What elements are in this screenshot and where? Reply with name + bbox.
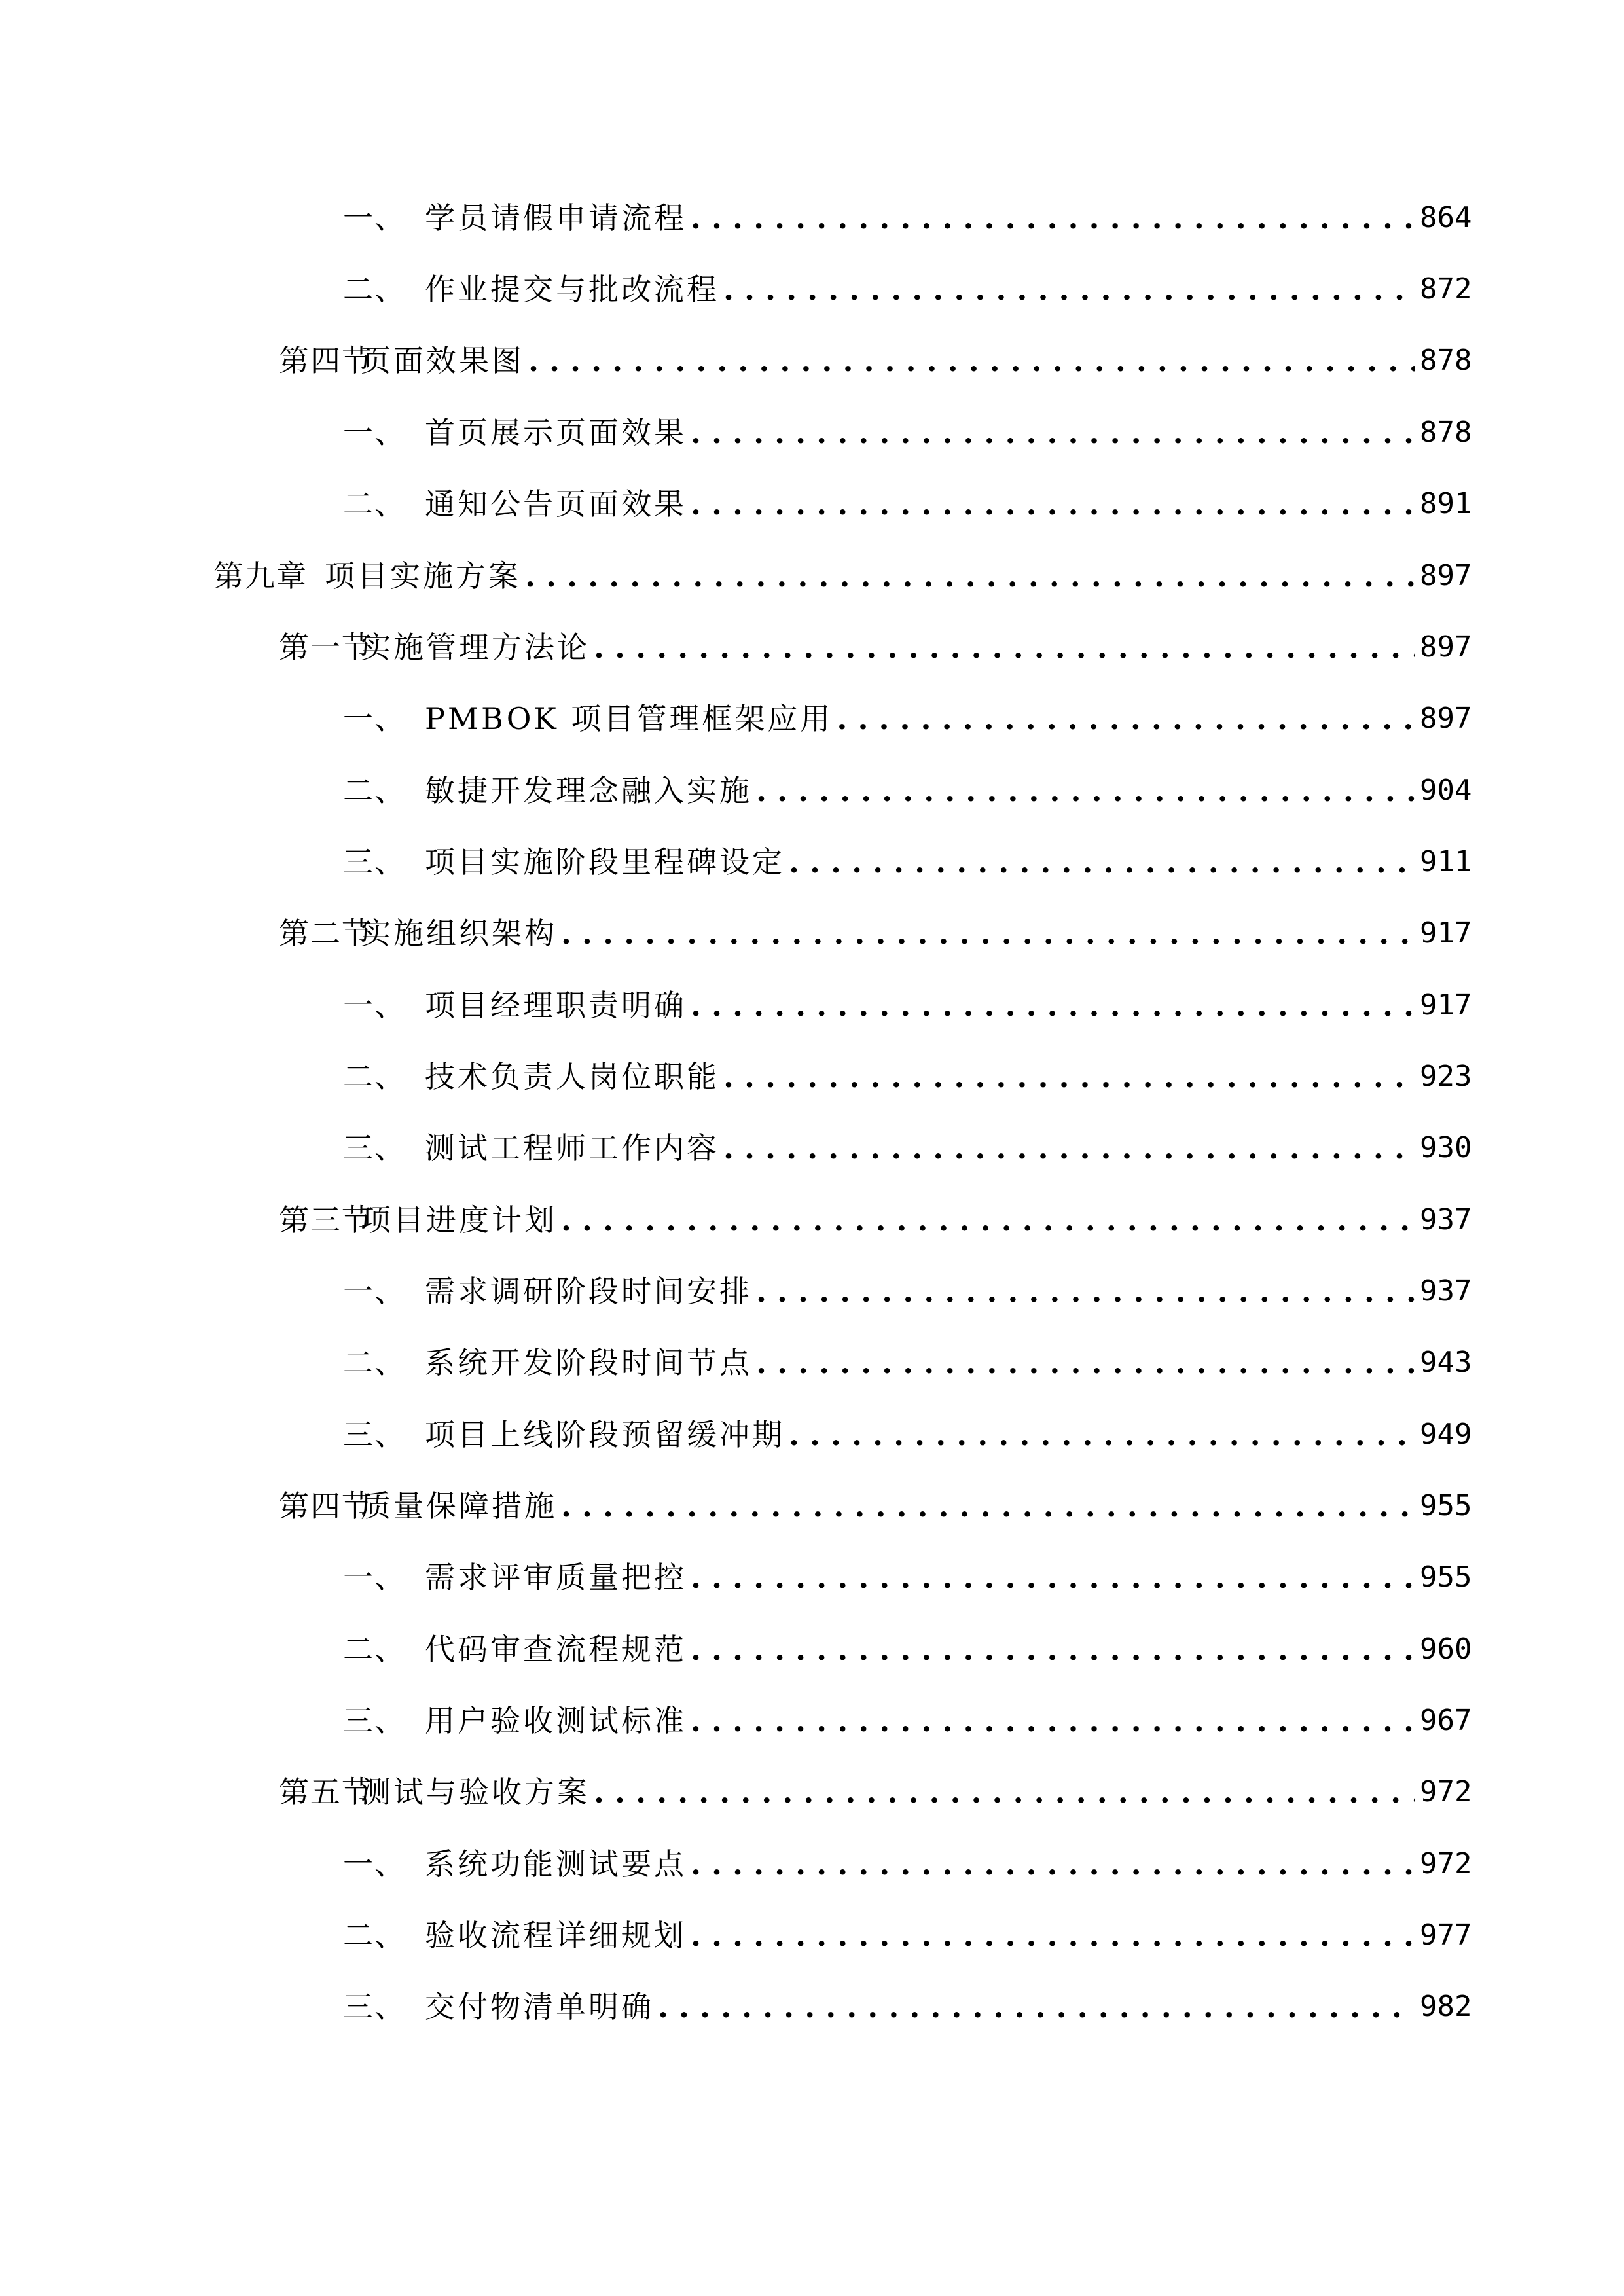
toc-entry-number: 二、: [343, 272, 406, 307]
toc-entry-page: 904: [1420, 774, 1472, 807]
toc-entry-page: 891: [1420, 487, 1472, 520]
toc-dot-leader: [691, 192, 1415, 244]
toc-entry-title: 测试与验收方案: [361, 1774, 590, 1810]
toc-entry-page: 897: [1420, 630, 1472, 664]
toc-entry-title: 用户验收测试标准: [425, 1703, 687, 1738]
toc-entry[interactable]: [343, 1408, 1470, 1461]
toc-entry-title: 敏捷开发理念融入实施: [425, 773, 752, 808]
toc-entry-number: 一、: [343, 1846, 406, 1882]
toc-entry-number: 三、: [343, 1989, 406, 2024]
toc-dot-leader: [561, 1194, 1415, 1246]
toc-entry-title: 实施组织架构: [361, 916, 557, 951]
toc-entry-title: 系统开发阶段时间节点: [425, 1345, 752, 1380]
toc-dot-leader: [837, 692, 1415, 745]
toc-entry-number: 二、: [343, 1632, 406, 1667]
toc-dot-leader: [561, 907, 1415, 960]
toc-entry-title: 质量保障措施: [361, 1488, 557, 1524]
toc-entry[interactable]: [343, 478, 1470, 530]
toc-entry-title: 项目实施阶段里程碑设定: [425, 844, 785, 880]
toc-entry-page: 955: [1420, 1489, 1472, 1522]
toc-entry-title: 项目实施方案: [325, 558, 521, 594]
toc-dot-leader: [691, 406, 1415, 459]
toc-entry-page: 878: [1420, 416, 1472, 449]
toc-entry-number: 二、: [343, 1345, 406, 1380]
toc-entry-number: 二、: [343, 1059, 406, 1094]
toc-entry-number: 第四节: [279, 1488, 373, 1524]
toc-entry-title: PMBOK 项目管理框架应用: [425, 701, 833, 736]
toc-entry-title: 需求调研阶段时间安排: [425, 1274, 752, 1309]
toc-entry[interactable]: [279, 621, 1470, 673]
toc-entry[interactable]: [279, 1766, 1470, 1818]
toc-entry-number: 一、: [343, 1274, 406, 1309]
toc-entry-title: 首页展示页面效果: [425, 415, 687, 450]
toc-entry[interactable]: [343, 692, 1470, 745]
toc-entry[interactable]: [343, 979, 1470, 1031]
toc-entry[interactable]: [213, 550, 1470, 602]
toc-entry-title: 实施管理方法论: [361, 630, 590, 665]
toc-entry[interactable]: [343, 1981, 1470, 2033]
toc-entry[interactable]: [343, 1551, 1470, 1604]
toc-entry-page: 972: [1420, 1775, 1472, 1808]
toc-entry-number: 第三节: [279, 1202, 373, 1238]
toc-entry-title: 项目经理职责明确: [425, 988, 687, 1023]
toc-entry-number: 第一节: [279, 630, 373, 665]
toc-entry-number: 一、: [343, 988, 406, 1023]
toc-entry-page: 930: [1420, 1131, 1472, 1164]
toc-entry-number: 三、: [343, 1703, 406, 1738]
toc-entry[interactable]: [343, 1838, 1470, 1890]
toc-entry[interactable]: [343, 836, 1470, 888]
toc-entry-number: 第五节: [279, 1774, 373, 1810]
toc-dot-leader: [723, 1050, 1415, 1103]
toc-entry-page: 949: [1420, 1418, 1472, 1451]
toc-entry-title: 验收流程详细规划: [425, 1918, 687, 1953]
toc-entry-page: 917: [1420, 988, 1472, 1022]
toc-dot-leader: [528, 334, 1415, 387]
toc-dot-leader: [756, 764, 1415, 817]
toc-dot-leader: [594, 1766, 1415, 1818]
toc-entry-title: 需求评审质量把控: [425, 1560, 687, 1595]
toc-entry-title: 技术负责人岗位职能: [425, 1059, 719, 1094]
toc-entry-number: 一、: [343, 200, 406, 236]
toc-entry-title: 通知公告页面效果: [425, 486, 687, 522]
toc-entry-page: 937: [1420, 1203, 1472, 1236]
toc-entry[interactable]: [343, 1909, 1470, 1962]
toc-entry[interactable]: [343, 1695, 1470, 1747]
toc-entry[interactable]: [279, 334, 1470, 387]
toc-entry-page: 977: [1420, 1918, 1472, 1952]
toc-dot-leader: [723, 1122, 1415, 1174]
toc-entry-number: 二、: [343, 1918, 406, 1953]
toc-entry-title: 学员请假申请流程: [425, 200, 687, 236]
toc-entry-number: 第九章: [213, 558, 308, 594]
toc-dot-leader: [561, 1480, 1415, 1532]
toc-entry-page: 972: [1420, 1847, 1472, 1880]
toc-entry[interactable]: [343, 406, 1470, 459]
toc-dot-leader: [789, 836, 1415, 888]
toc-dot-leader: [525, 550, 1415, 602]
toc-entry-page: 937: [1420, 1274, 1472, 1308]
toc-entry-title: 代码审查流程规范: [425, 1632, 687, 1667]
toc-dot-leader: [594, 621, 1415, 673]
toc-entry-page: 955: [1420, 1560, 1472, 1594]
toc-entry-number: 三、: [343, 1417, 406, 1452]
toc-entry[interactable]: [343, 764, 1470, 817]
toc-entry-number: 三、: [343, 1130, 406, 1166]
toc-dot-leader: [789, 1408, 1415, 1461]
toc-dot-leader: [691, 1551, 1415, 1604]
toc-entry-page: 943: [1420, 1346, 1472, 1379]
toc-entry-number: 二、: [343, 773, 406, 808]
toc-entry-number: 三、: [343, 844, 406, 880]
toc-entry-title: 测试工程师工作内容: [425, 1130, 719, 1166]
toc-entry-title: 交付物清单明确: [425, 1989, 654, 2024]
toc-entry-title: 项目进度计划: [361, 1202, 557, 1238]
toc-dot-leader: [691, 478, 1415, 530]
toc-entry-page: 872: [1420, 272, 1472, 306]
toc-dot-leader: [756, 1265, 1415, 1318]
toc-entry[interactable]: [343, 1122, 1470, 1174]
toc-entry-title: 作业提交与批改流程: [425, 272, 719, 307]
toc-entry-number: 第四节: [279, 343, 373, 378]
toc-entry-number: 一、: [343, 701, 406, 736]
toc-dot-leader: [756, 1336, 1415, 1389]
toc-entry[interactable]: [343, 1623, 1470, 1676]
toc-entry[interactable]: [279, 1194, 1470, 1246]
toc-entry[interactable]: [279, 1480, 1470, 1532]
toc-entry-page: 982: [1420, 1990, 1472, 2023]
toc-entry-number: 一、: [343, 1560, 406, 1595]
toc-entry[interactable]: [343, 263, 1470, 315]
toc-entry-page: 917: [1420, 916, 1472, 950]
toc-entry-page: 923: [1420, 1060, 1472, 1093]
toc-dot-leader: [691, 1623, 1415, 1676]
toc-entry-number: 二、: [343, 486, 406, 522]
toc-entry[interactable]: [343, 1336, 1470, 1389]
toc-entry-title: 项目上线阶段预留缓冲期: [425, 1417, 785, 1452]
toc-dot-leader: [658, 1981, 1415, 2033]
toc-dot-leader: [723, 263, 1415, 315]
toc-entry[interactable]: [279, 907, 1470, 960]
toc-dot-leader: [691, 1909, 1415, 1962]
toc-entry-page: 967: [1420, 1704, 1472, 1737]
toc-entry-page: 897: [1420, 702, 1472, 735]
toc-entry-page: 864: [1420, 201, 1472, 234]
toc-dot-leader: [691, 979, 1415, 1031]
toc-entry-page: 897: [1420, 559, 1472, 592]
toc-entry-title: 系统功能测试要点: [425, 1846, 687, 1882]
toc-entry-page: 878: [1420, 344, 1472, 377]
toc-entry-page: 911: [1420, 845, 1472, 878]
toc-entry[interactable]: [343, 1265, 1470, 1318]
toc-entry-title: 页面效果图: [361, 343, 524, 378]
toc-dot-leader: [691, 1838, 1415, 1890]
toc-entry[interactable]: [343, 192, 1470, 244]
toc-entry-page: 960: [1420, 1632, 1472, 1666]
toc-entry-number: 第二节: [279, 916, 373, 951]
toc-entry-number: 一、: [343, 415, 406, 450]
toc-dot-leader: [691, 1695, 1415, 1747]
toc-entry[interactable]: [343, 1050, 1470, 1103]
